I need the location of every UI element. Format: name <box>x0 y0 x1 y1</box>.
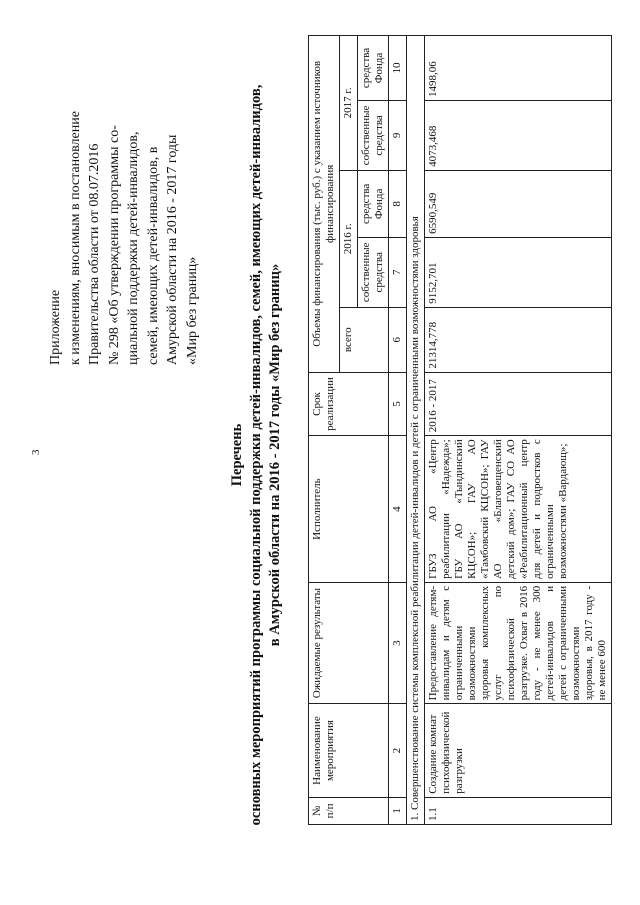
column-number: 8 <box>389 170 407 237</box>
header-fund-2016: средства Фонда <box>358 170 389 237</box>
row-num: 1.1 <box>425 797 612 824</box>
header-term: Срок реализации <box>309 372 389 436</box>
appendix-line: циальной поддержки детей-инвалидов, <box>126 131 141 365</box>
header-fund-2017: средства Фонда <box>358 36 389 101</box>
appendix-line: Правительства области от 08.07.2016 <box>87 143 102 365</box>
header-own-2016: собственные средства <box>358 237 389 307</box>
header-year-2017: 2017 г. <box>340 36 358 171</box>
title-line-2: основных мероприятий программы социальной поддержки детей-инвалидов, семей, имеющих детей-инвалидов, <box>248 84 264 826</box>
appendix-block <box>46 35 202 365</box>
header-num: № п/п <box>309 797 389 824</box>
column-number: 5 <box>389 372 407 436</box>
column-number: 3 <box>389 582 407 703</box>
header-own-2017: собственные средства <box>358 100 389 170</box>
section-row <box>407 36 425 825</box>
appendix-line: семей, имеющих детей-инвалидов, в <box>145 146 161 365</box>
header-results: Ожидаемые результаты <box>309 582 389 703</box>
appendix-line: № 298 «Об утверждении программы со- <box>106 125 122 365</box>
appendix-line: к изменениям, вносимым в постановление <box>67 111 83 365</box>
appendix-line: Амурской области на 2016 - 2017 годы <box>165 134 180 365</box>
column-number: 10 <box>389 36 407 101</box>
appendix-line: «Мир без границ» <box>184 256 200 365</box>
header-row-1 <box>309 36 340 825</box>
column-number: 9 <box>389 100 407 170</box>
row-results: Предоставление детям-инвалидам и детям с ограниченными возможностями здоровья комплексных услуг по психофизической разгрузке. Охват в 2016 году - не менее 300 детей-инвалидов и детей с ограниченными возможностями здоровья, в 2017 году - не менее 600 <box>425 582 612 703</box>
column-number: 1 <box>389 797 407 824</box>
row-own-2016: 9152,701 <box>425 237 612 307</box>
row-fund-2016: 6590,549 <box>425 170 612 237</box>
column-number: 6 <box>389 307 407 372</box>
column-number: 4 <box>389 436 407 583</box>
row-own-2017: 4073,468 <box>425 100 612 170</box>
table-row <box>425 36 612 825</box>
row-term: 2016 - 2017 <box>425 372 612 436</box>
header-name: Наименование мероприятия <box>309 704 389 797</box>
column-number: 7 <box>389 237 407 307</box>
title-line-1: Перечень <box>229 423 245 487</box>
section-title: 1. Совершенствование системы комплексной реабилитации детей-инвалидов и детей с ограниченными возможностями здоровья <box>407 36 425 825</box>
row-fund-2017: 1498,06 <box>425 36 612 101</box>
header-year-2016: 2016 г. <box>340 170 358 307</box>
appendix-line: Приложение <box>48 289 63 365</box>
page-number: 3 <box>30 449 42 455</box>
header-total: всего <box>340 307 389 372</box>
row-executor: ГБУЗ АО «Центр реабилитации «Надежда»; ГБУ АО «Тындинский КЦСОН»; ГАУ АО «Тамбовский КЦСОН»; ГАУ АО «Благовещенский детский дом»; ГАУ СО АО «Реабилитационный центр для детей и подростков с ограниченными возможностями «Вардающ»; <box>425 436 612 583</box>
row-total: 21314,778 <box>425 307 612 372</box>
header-executor: Исполнитель <box>309 436 389 583</box>
column-number-row <box>389 36 407 825</box>
title-line-3: в Амурской области на 2016 - 2017 годы «Мир без границ» <box>267 263 283 647</box>
header-funding: Объемы финансирования (тыс. руб.) с указанием источников финансирования <box>309 36 340 373</box>
row-name: Создание комнат психофизической разгрузки <box>425 704 612 797</box>
measures-table <box>308 35 612 825</box>
column-number: 2 <box>389 704 407 797</box>
document-title <box>228 45 285 865</box>
